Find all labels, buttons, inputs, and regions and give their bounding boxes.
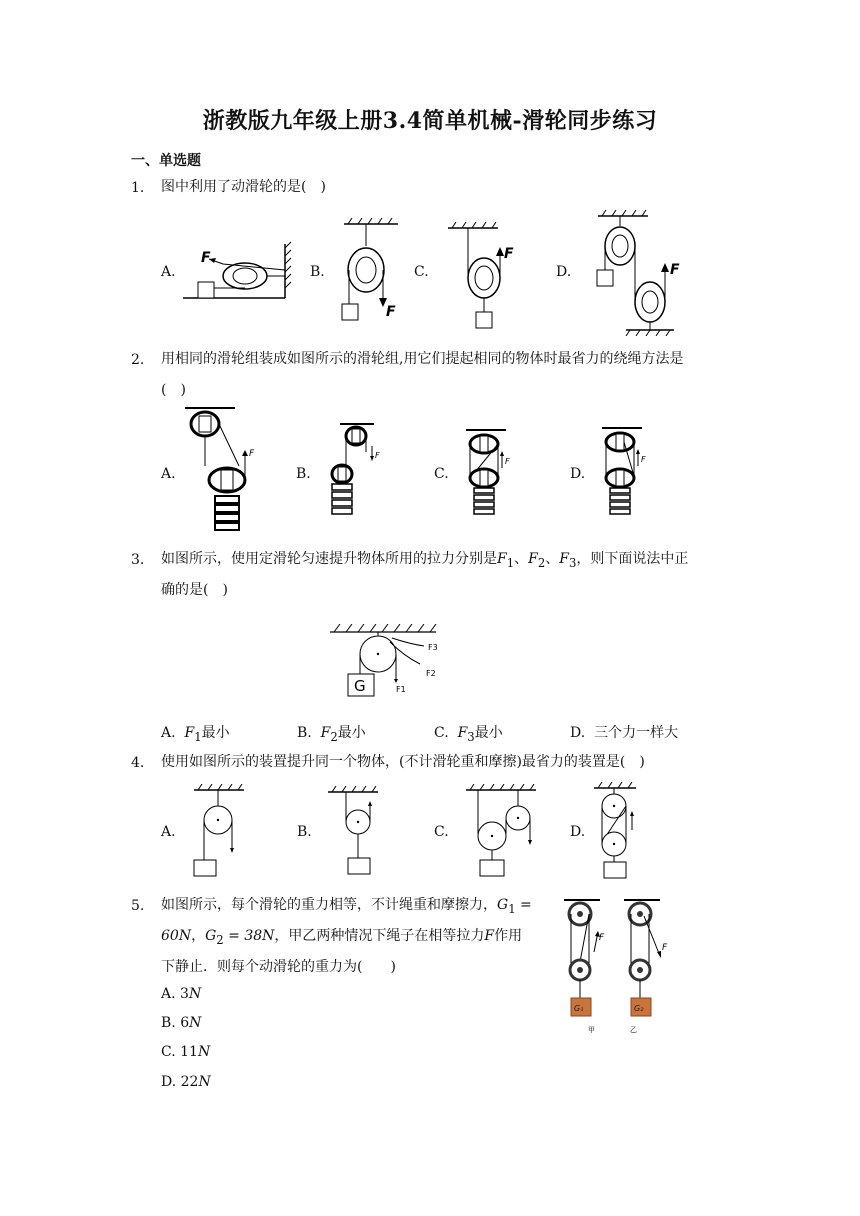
- q3-number: 3.: [131, 552, 145, 568]
- q3-f1-label: F1: [396, 685, 406, 694]
- q5-option-c[interactable]: C. 11N: [161, 1044, 211, 1060]
- q4-figure-c: [464, 784, 544, 880]
- q3-figure: [330, 624, 450, 700]
- q5-fig-left-force-label: F: [599, 933, 605, 943]
- q2-option-c[interactable]: C.: [434, 466, 449, 482]
- section-heading: 一、单选题: [131, 153, 201, 169]
- q1-option-b[interactable]: B.: [310, 264, 325, 280]
- q3-option-d[interactable]: D. 三个力一样大: [570, 725, 679, 741]
- q3-option-c[interactable]: C. $F_3$最小: [434, 725, 503, 744]
- q5-fig-right-force-label: F: [662, 943, 668, 953]
- q5-left-weight-label: G₁: [574, 1004, 584, 1013]
- q2-fig-d-force-label: F: [641, 455, 646, 464]
- q2-fig-a-force-label: F: [249, 449, 255, 459]
- q2-figure-d: [598, 424, 658, 522]
- q3-f3-label: F3: [428, 643, 438, 652]
- q3-text-line2: 确的是( ): [161, 582, 228, 598]
- q2-figure-a: [185, 404, 265, 536]
- q3-f2-label: F2: [426, 669, 436, 678]
- q5-text-line1: 如图所示，每个滑轮的重力相等，不计绳重和摩擦力，$G_1$ =: [161, 897, 532, 916]
- q5-right-weight-label: G₂: [634, 1004, 644, 1013]
- q2-option-b[interactable]: B.: [296, 466, 311, 482]
- q5-option-d[interactable]: D. 22N: [161, 1074, 211, 1090]
- q1-number: 1.: [131, 180, 145, 196]
- q2-fig-c-force-label: F: [505, 457, 510, 466]
- q1-figure-b: [336, 218, 406, 326]
- q3-text-line1: 如图所示，使用定滑轮匀速提升物体所用的拉力分别是$F_1$、$F_2$、$F_3$，则下面说法中正: [161, 551, 689, 570]
- q5-text-line2: 60N，$G_2 = 38N$，甲乙两种情况下绳子在相等拉力F作用: [161, 928, 523, 947]
- q4-figure-d: [592, 782, 642, 882]
- q2-fig-b-force-label: F: [375, 451, 380, 460]
- q4-number: 4.: [131, 755, 145, 771]
- q5-text-line3: 下静止．则每个动滑轮的重力为( ): [161, 959, 396, 975]
- q3-option-b[interactable]: B. $F_2$最小: [297, 725, 366, 744]
- q2-text-line2: ( ): [161, 382, 186, 398]
- page-title: 浙教版九年级上册3.4简单机械-滑轮同步练习: [202, 108, 658, 134]
- q3-weight-label: G: [354, 677, 366, 695]
- q1-fig-b-force-label: F: [386, 304, 396, 320]
- q1-option-a[interactable]: A.: [161, 264, 176, 280]
- q5-left-caption: 甲: [588, 1026, 595, 1034]
- q1-fig-c-force-label: F: [504, 246, 514, 262]
- q5-option-a[interactable]: A. 3N: [161, 986, 202, 1002]
- q4-figure-a: [188, 784, 250, 880]
- q4-option-d[interactable]: D.: [570, 824, 586, 840]
- q2-figure-c: [462, 426, 522, 522]
- q1-fig-d-force-label: F: [670, 262, 680, 278]
- q2-number: 2.: [131, 352, 145, 368]
- q4-option-b[interactable]: B.: [297, 824, 312, 840]
- q5-figure: [560, 896, 680, 1036]
- q4-text: 使用如图所示的装置提升同一个物体，(不计滑轮重和摩擦)最省力的装置是( ): [161, 754, 645, 770]
- q5-number: 5.: [131, 898, 145, 914]
- q1-figure-d: [592, 210, 692, 336]
- q5-right-caption: 乙: [630, 1026, 637, 1034]
- q2-text-line1: 用相同的滑轮组装成如图所示的滑轮组,用它们提起相同的物体时最省力的绕绳方法是: [161, 351, 684, 367]
- q2-option-d[interactable]: D.: [570, 466, 586, 482]
- q3-option-a[interactable]: A. $F_1$最小: [161, 725, 230, 744]
- q2-option-a[interactable]: A.: [161, 466, 176, 482]
- q1-option-d[interactable]: D.: [556, 264, 572, 280]
- q4-figure-b: [324, 786, 386, 878]
- q1-fig-a-force-label: F: [201, 250, 211, 266]
- q1-figure-a: [183, 238, 293, 303]
- q1-option-c[interactable]: C.: [414, 264, 429, 280]
- q1-text: 图中利用了动滑轮的是( ): [161, 179, 326, 195]
- q2-figure-b: [328, 420, 388, 524]
- q1-figure-c: [446, 222, 526, 330]
- q5-option-b[interactable]: B. 6N: [161, 1015, 202, 1031]
- q4-option-a[interactable]: A.: [161, 824, 176, 840]
- q4-option-c[interactable]: C.: [434, 824, 449, 840]
